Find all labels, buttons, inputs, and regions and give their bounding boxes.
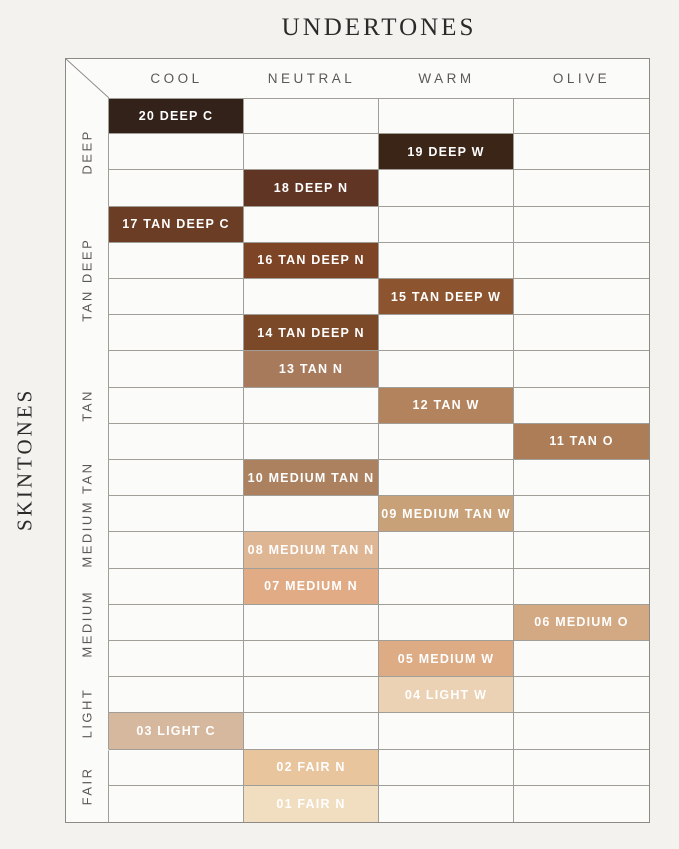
empty-cell [109, 677, 244, 713]
shade-cell-02-fair-n: 02 FAIR N [244, 750, 379, 786]
undertones-axis-title: UNDERTONES [281, 14, 477, 41]
empty-cell [379, 315, 514, 351]
shade-cell-19-deep-w: 19 DEEP W [379, 134, 514, 170]
empty-cell [109, 532, 244, 568]
empty-cell [379, 243, 514, 279]
shade-cell-20-deep-c: 20 DEEP C [109, 98, 244, 134]
empty-cell [379, 605, 514, 641]
shade-cell-10-medium-tan-n: 10 MEDIUM TAN N [244, 460, 379, 496]
empty-cell [514, 460, 649, 496]
shade-cell-08-medium-tan-n: 08 MEDIUM TAN N [244, 532, 379, 568]
empty-cell [109, 134, 244, 170]
empty-cell [109, 424, 244, 460]
empty-cell [244, 134, 379, 170]
empty-cell [514, 677, 649, 713]
shade-cell-01-fair-n: 01 FAIR N [244, 786, 379, 822]
column-header-neutral: NEUTRAL [267, 71, 356, 86]
empty-cell [514, 713, 649, 749]
row-group-label-tan: TAN [66, 351, 109, 460]
shade-cell-16-tan-deep-n: 16 TAN DEEP N [244, 243, 379, 279]
empty-cell [109, 460, 244, 496]
empty-cell [514, 134, 649, 170]
empty-cell [514, 207, 649, 243]
corner-cell [66, 59, 109, 98]
empty-cell [244, 641, 379, 677]
skintones-axis-title: SKINTONES [12, 387, 37, 532]
empty-cell [244, 677, 379, 713]
empty-cell [109, 786, 244, 822]
empty-cell [379, 207, 514, 243]
row-group-label-medium-tan: MEDIUM TAN [66, 460, 109, 569]
empty-cell [244, 207, 379, 243]
shade-matrix-table [65, 58, 650, 823]
empty-cell [514, 496, 649, 532]
empty-cell [379, 569, 514, 605]
empty-cell [244, 496, 379, 532]
diagonal-divider-line [66, 59, 109, 98]
empty-cell [109, 605, 244, 641]
empty-cell [244, 388, 379, 424]
empty-cell [379, 786, 514, 822]
empty-cell [244, 279, 379, 315]
shade-cell-12-tan-w: 12 TAN W [379, 388, 514, 424]
empty-cell [379, 351, 514, 387]
empty-cell [109, 388, 244, 424]
empty-cell [109, 569, 244, 605]
empty-cell [514, 315, 649, 351]
shade-cell-05-medium-w: 05 MEDIUM W [379, 641, 514, 677]
column-header-olive: OLIVE [552, 71, 611, 86]
empty-cell [109, 315, 244, 351]
column-header-warm: WARM [418, 71, 475, 86]
empty-cell [379, 750, 514, 786]
empty-cell [379, 170, 514, 206]
empty-cell [379, 424, 514, 460]
column-header-cool: COOL [150, 71, 203, 86]
empty-cell [514, 532, 649, 568]
empty-cell [514, 388, 649, 424]
row-group-label-light: LIGHT [66, 677, 109, 749]
shade-cell-15-tan-deep-w: 15 TAN DEEP W [379, 279, 514, 315]
row-group-label-tan-deep: TAN DEEP [66, 207, 109, 352]
shade-cell-03-light-c: 03 LIGHT C [109, 713, 244, 749]
empty-cell [514, 170, 649, 206]
empty-cell [514, 786, 649, 822]
empty-cell [109, 170, 244, 206]
empty-cell [514, 98, 649, 134]
empty-cell [109, 351, 244, 387]
shade-cell-04-light-w: 04 LIGHT W [379, 677, 514, 713]
shade-cell-17-tan-deep-c: 17 TAN DEEP C [109, 207, 244, 243]
empty-cell [244, 605, 379, 641]
empty-cell [109, 496, 244, 532]
empty-cell [109, 279, 244, 315]
empty-cell [514, 279, 649, 315]
empty-cell [379, 713, 514, 749]
empty-cell [244, 424, 379, 460]
empty-cell [514, 351, 649, 387]
empty-cell [109, 243, 244, 279]
empty-cell [379, 98, 514, 134]
empty-cell [109, 750, 244, 786]
row-group-label-medium: MEDIUM [66, 569, 109, 678]
empty-cell [379, 460, 514, 496]
shade-cell-09-medium-tan-w: 09 MEDIUM TAN W [379, 496, 514, 532]
empty-cell [379, 532, 514, 568]
empty-cell [514, 641, 649, 677]
row-group-label-deep: DEEP [66, 98, 109, 207]
empty-cell [244, 713, 379, 749]
shade-cell-11-tan-o: 11 TAN O [514, 424, 649, 460]
shade-cell-18-deep-n: 18 DEEP N [244, 170, 379, 206]
empty-cell [514, 750, 649, 786]
empty-cell [244, 98, 379, 134]
empty-cell [109, 641, 244, 677]
empty-cell [514, 243, 649, 279]
row-group-label-fair: FAIR [66, 750, 109, 822]
shade-cell-07-medium-n: 07 MEDIUM N [244, 569, 379, 605]
empty-cell [514, 569, 649, 605]
shade-cell-14-tan-deep-n: 14 TAN DEEP N [244, 315, 379, 351]
shade-cell-13-tan-n: 13 TAN N [244, 351, 379, 387]
shade-cell-06-medium-o: 06 MEDIUM O [514, 605, 649, 641]
